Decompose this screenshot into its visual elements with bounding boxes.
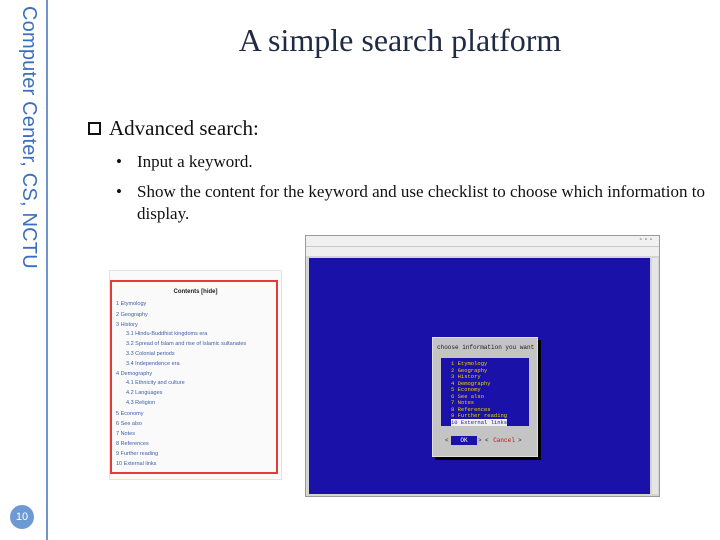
slide-title: A simple search platform — [238, 22, 562, 58]
checklist-option[interactable]: 4 Demography — [451, 379, 491, 387]
heading-bullet — [88, 116, 259, 141]
wiki-contents-item: 3.1 Hindu-Buddhist kingdoms era — [126, 331, 208, 337]
terminal-scrollbar[interactable] — [652, 258, 658, 494]
checklist-option[interactable]: 9 Further reading — [451, 412, 508, 419]
wiki-contents-item: 2 Geography — [116, 312, 148, 318]
checklist-option[interactable]: 6 See also — [451, 392, 485, 400]
wiki-contents-item: 3.3 Colonial periods — [126, 351, 175, 357]
terminal-window-screenshot — [305, 235, 660, 497]
wiki-contents-item: 4 Demography — [116, 371, 153, 377]
wiki-contents-item: 7 Notes — [116, 431, 135, 437]
sidebar — [0, 0, 46, 540]
sub-bullet-text: Input a keyword. — [137, 152, 253, 171]
wiki-contents-item: 5 Economy — [116, 411, 144, 417]
wiki-contents-item: 10 External links — [116, 461, 157, 467]
sidebar-divider — [46, 0, 48, 540]
checklist-option[interactable]: 2 Geography — [451, 366, 488, 374]
checklist-option[interactable]: 7 Notes — [451, 399, 475, 406]
bracket-left: < — [445, 437, 449, 444]
terminal-menubar — [306, 247, 659, 256]
wiki-contents-item: 1 Etymology — [116, 301, 147, 307]
page-number-badge: 10 — [10, 505, 34, 529]
checklist-dialog — [432, 337, 538, 457]
window-controls-icon: ▫▫▫ — [639, 237, 655, 243]
terminal-titlebar — [306, 236, 659, 247]
heading-text: Advanced search: — [109, 116, 259, 140]
checklist — [441, 358, 529, 426]
square-bullet-icon — [88, 122, 101, 135]
checklist-option-selected[interactable]: 10 External links — [451, 418, 508, 426]
wiki-contents-item: 9 Further reading — [116, 451, 159, 457]
bullet-dot-icon: • — [116, 152, 122, 171]
bullet-dot-icon: • — [116, 182, 122, 201]
wiki-contents-item: 3.2 Spread of Islam and rise of Islamic sultanates — [126, 341, 247, 347]
ok-button[interactable]: OK — [451, 436, 477, 445]
bracket-right: > — [518, 437, 522, 444]
wiki-contents-item: 6 See also — [116, 421, 142, 427]
checklist-option[interactable]: 5 Economy — [451, 386, 481, 393]
checklist-option[interactable]: 8 References — [451, 405, 491, 413]
checklist-option[interactable]: 1 Etymology — [451, 360, 488, 367]
cancel-button[interactable]: Cancel — [493, 437, 515, 444]
terminal-screen — [309, 258, 650, 494]
checklist-option[interactable]: 3 History — [451, 373, 481, 380]
vertical-org-label: Computer Center, CS, NCTU — [18, 6, 40, 269]
bracket-left: < — [485, 437, 489, 444]
wiki-contents-item: 4.1 Ethnicity and culture — [126, 380, 185, 386]
wiki-contents-item: 8 References — [116, 441, 149, 447]
bracket-right: > — [478, 437, 482, 444]
wiki-contents-item: 3 History — [116, 322, 138, 328]
wiki-contents-item: 4.3 Religion — [126, 400, 156, 406]
dialog-title: choose information you want — [437, 344, 535, 351]
wiki-contents-item: 3.4 Independence era — [126, 361, 180, 367]
sub-bullet-text: Show the content for the keyword and use checklist to choose which information to display. — [137, 182, 705, 223]
wiki-contents-item: 4.2 Languages — [126, 390, 163, 396]
wiki-contents-title: Contents [hide] — [173, 289, 218, 295]
red-highlight-frame — [110, 280, 278, 474]
